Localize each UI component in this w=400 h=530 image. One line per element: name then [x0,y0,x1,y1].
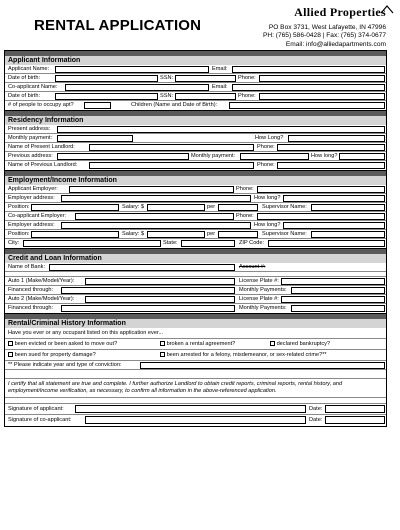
applicant-signature-date-field[interactable] [325,405,385,413]
coapplicant-signature-date-field[interactable] [325,416,385,424]
rental-history-section [5,314,386,426]
state-label: State: [163,240,178,246]
section-title-applicant: Applicant Information [5,56,386,65]
coapplicant-supervisor-field[interactable] [311,231,385,238]
evicted-label: been evicted or been asked to move out? [14,341,118,347]
present-address-label: Present address: [8,126,51,132]
evicted-checkbox[interactable] [8,341,13,346]
coapplicant-salary-period-field[interactable] [218,231,258,238]
how-long-label: How Long? [255,135,284,141]
zip-label: ZIP Code: [239,240,265,246]
section-title-credit: Credit and Loan Information [5,254,386,263]
account-label: Account #: [239,264,266,270]
coapplicant-employer-field[interactable] [75,213,234,220]
how-long-label: How long? [254,195,281,201]
auto2-financed-field[interactable] [61,305,235,312]
applicant-employer-how-long-field[interactable] [283,195,385,202]
sued-label: been sued for property damage? [14,352,96,358]
sued-checkbox[interactable] [8,352,13,357]
how-long-label: How long? [311,153,338,159]
applicant-employer-label: Applicant Employer: [8,186,58,192]
sig-applicant-label: Signature of applicant: [8,406,64,412]
auto1-license-field[interactable] [281,278,385,285]
zip-field[interactable] [268,240,385,247]
company-phone-fax: PH: (765) 586-0428 | Fax: (765) 374-0677 [262,32,386,40]
dob-label: Date of birth: [8,93,41,99]
auto2-monthly-payments-field[interactable] [291,305,385,312]
section-title-residency: Residency Information [5,116,386,125]
present-landlord-field[interactable] [89,144,254,151]
financed-label: Financed through: [8,287,54,293]
coapplicant-employer-label: Co-applicant Employer: [8,213,67,219]
applicant-ssn-field[interactable] [175,75,236,82]
occupants-field[interactable] [84,102,111,109]
coapplicant-employer-how-long-field[interactable] [283,222,385,229]
email-label: Email: [212,66,228,72]
previous-landlord-phone-field[interactable] [277,162,385,169]
how-long-label: How long? [254,222,281,228]
coapplicant-position-field[interactable] [31,231,119,238]
position-label: Position: [8,204,30,210]
applicant-phone-field[interactable] [259,75,385,82]
residency-section [5,111,386,171]
section-title-employment: Employment/Income Information [5,176,386,185]
company-address: PO Box 3731, West Lafayette, IN 47996 [268,24,386,31]
coapplicant-name-label: Co-applicant Name: [8,84,58,90]
supervisor-label: Supervisor Name: [262,204,307,210]
company-name: Allied Properties [294,5,386,19]
coapplicant-salary-field[interactable] [147,231,205,238]
coapplicant-employer-address-field[interactable] [61,222,251,229]
present-address-field[interactable] [57,126,385,133]
applicant-employer-phone-field[interactable] [257,186,385,193]
previous-how-long-field[interactable] [339,153,385,160]
position-label: Position: [8,231,30,237]
previous-monthly-payment-field[interactable] [240,153,309,160]
state-field[interactable] [181,240,235,247]
phone-label: Phone: [236,213,254,219]
coapplicant-signature-field[interactable] [85,416,306,424]
license-label: License Plate #: [239,278,279,284]
ssn-label: SSN: [160,75,174,81]
applicant-section [5,51,386,111]
previous-landlord-label: Name of Previous Landlord: [8,162,78,168]
applicant-dob-field[interactable] [55,75,158,82]
applicant-signature-field[interactable] [75,405,306,413]
present-how-long-field[interactable] [288,135,385,142]
previous-address-field[interactable] [57,153,189,160]
date-label: Date: [309,406,323,412]
phone-label: Phone: [257,144,275,150]
applicant-employer-field[interactable] [69,186,234,193]
auto2-license-field[interactable] [281,296,385,303]
date-label: Date: [309,417,323,423]
applicant-supervisor-field[interactable] [311,204,385,211]
indicate-label: ** Please indicate year and type of conviction: [8,362,122,368]
ssn-label: SSN: [160,93,174,99]
license-label: License Plate #: [239,296,279,302]
bankrupt-label: declared bankruptcy? [276,341,331,347]
previous-address-label: Previous address: [8,153,53,159]
previous-landlord-field[interactable] [89,162,254,169]
broken-agreement-checkbox[interactable] [160,341,165,346]
bank-name-field[interactable] [49,264,235,271]
monthly-payment-label: Monthly payment: [8,135,53,141]
applicant-name-label: Applicant Name: [8,66,50,72]
auto1-monthly-payments-field[interactable] [291,287,385,294]
auto1-field[interactable] [85,278,235,285]
monthly-payments-label: Monthly Payments: [239,305,287,311]
applicant-email-field[interactable] [232,66,385,73]
financed-label: Financed through: [8,305,54,311]
bankruptcy-checkbox[interactable] [270,341,275,346]
company-email: Email: info@alliedapartments.com [285,40,386,48]
form-title: RENTAL APPLICATION [34,17,202,34]
roof-icon [380,4,394,14]
coapplicant-employer-phone-field[interactable] [257,213,385,220]
applicant-salary-field[interactable] [147,204,205,211]
certification-text: I certify that all statement are true and complete. I further authorize Landlord to obtain credit reports, criminal reports, rental history, and employment/income verification, as necessary, to confirm all information in the above-referenced application. [5,379,386,398]
coapplicant-dob-field[interactable] [55,93,158,100]
children-label: Children (Name and Date of Birth): [131,102,218,108]
dob-label: Date of birth: [8,75,41,81]
auto1-label: Auto 1 (Make/Model/Year): [8,278,75,284]
applicant-employer-address-field[interactable] [61,195,251,202]
history-question: Have you ever or any occupant listed on this application ever... [5,328,386,339]
sig-coapplicant-label: Signature of co-applicant: [8,417,72,423]
phone-label: Phone: [236,186,254,192]
credit-section [5,249,386,314]
arrested-label: been arrested for a felony, misdemeanor, or sex-related crime?** [166,352,327,358]
employer-address-label: Employer address: [8,222,55,228]
auto2-label: Auto 2 (Make/Model/Year): [8,296,75,302]
phone-label: Phone: [238,75,256,81]
coapplicant-email-field[interactable] [232,84,385,91]
salary-label: Salary: $ [122,231,145,237]
monthly-payment-label: Monthly payment: [191,153,236,159]
applicant-name-field[interactable] [55,66,209,73]
broken-label: broken a rental agreement? [166,341,236,347]
city-field[interactable] [23,240,161,247]
monthly-payments-label: Monthly Payments: [239,287,287,293]
present-monthly-payment-field[interactable] [57,135,133,142]
applicant-salary-period-field[interactable] [218,204,258,211]
auto1-financed-field[interactable] [61,287,235,294]
per-label: per [207,231,216,237]
section-title-rental: Rental/Criminal History Information [5,319,386,328]
city-label: City: [8,240,20,246]
bank-label: Name of Bank: [8,264,45,270]
company-logo [294,5,386,20]
auto2-field[interactable] [85,296,235,303]
phone-label: Phone: [257,162,275,168]
company-contact [263,24,386,49]
salary-label: Salary: $ [122,204,145,210]
present-landlord-phone-field[interactable] [277,144,385,151]
occupy-label: # of people to occupy apt? [8,102,74,108]
present-landlord-label: Name of Present Landlord: [8,144,75,150]
phone-label: Phone: [238,93,256,99]
applicant-position-field[interactable] [31,204,119,211]
supervisor-label: Supervisor Name: [262,231,307,237]
employer-address-label: Employer address: [8,195,55,201]
coapplicant-ssn-field[interactable] [175,93,236,100]
per-label: per [207,204,216,210]
arrested-checkbox[interactable] [160,352,165,357]
coapplicant-phone-field[interactable] [259,93,385,100]
conviction-field[interactable] [140,362,385,369]
children-field[interactable] [229,102,385,109]
email-label: Email: [212,84,228,90]
form-body [4,50,387,427]
coapplicant-name-field[interactable] [65,84,209,91]
employment-section [5,171,386,249]
